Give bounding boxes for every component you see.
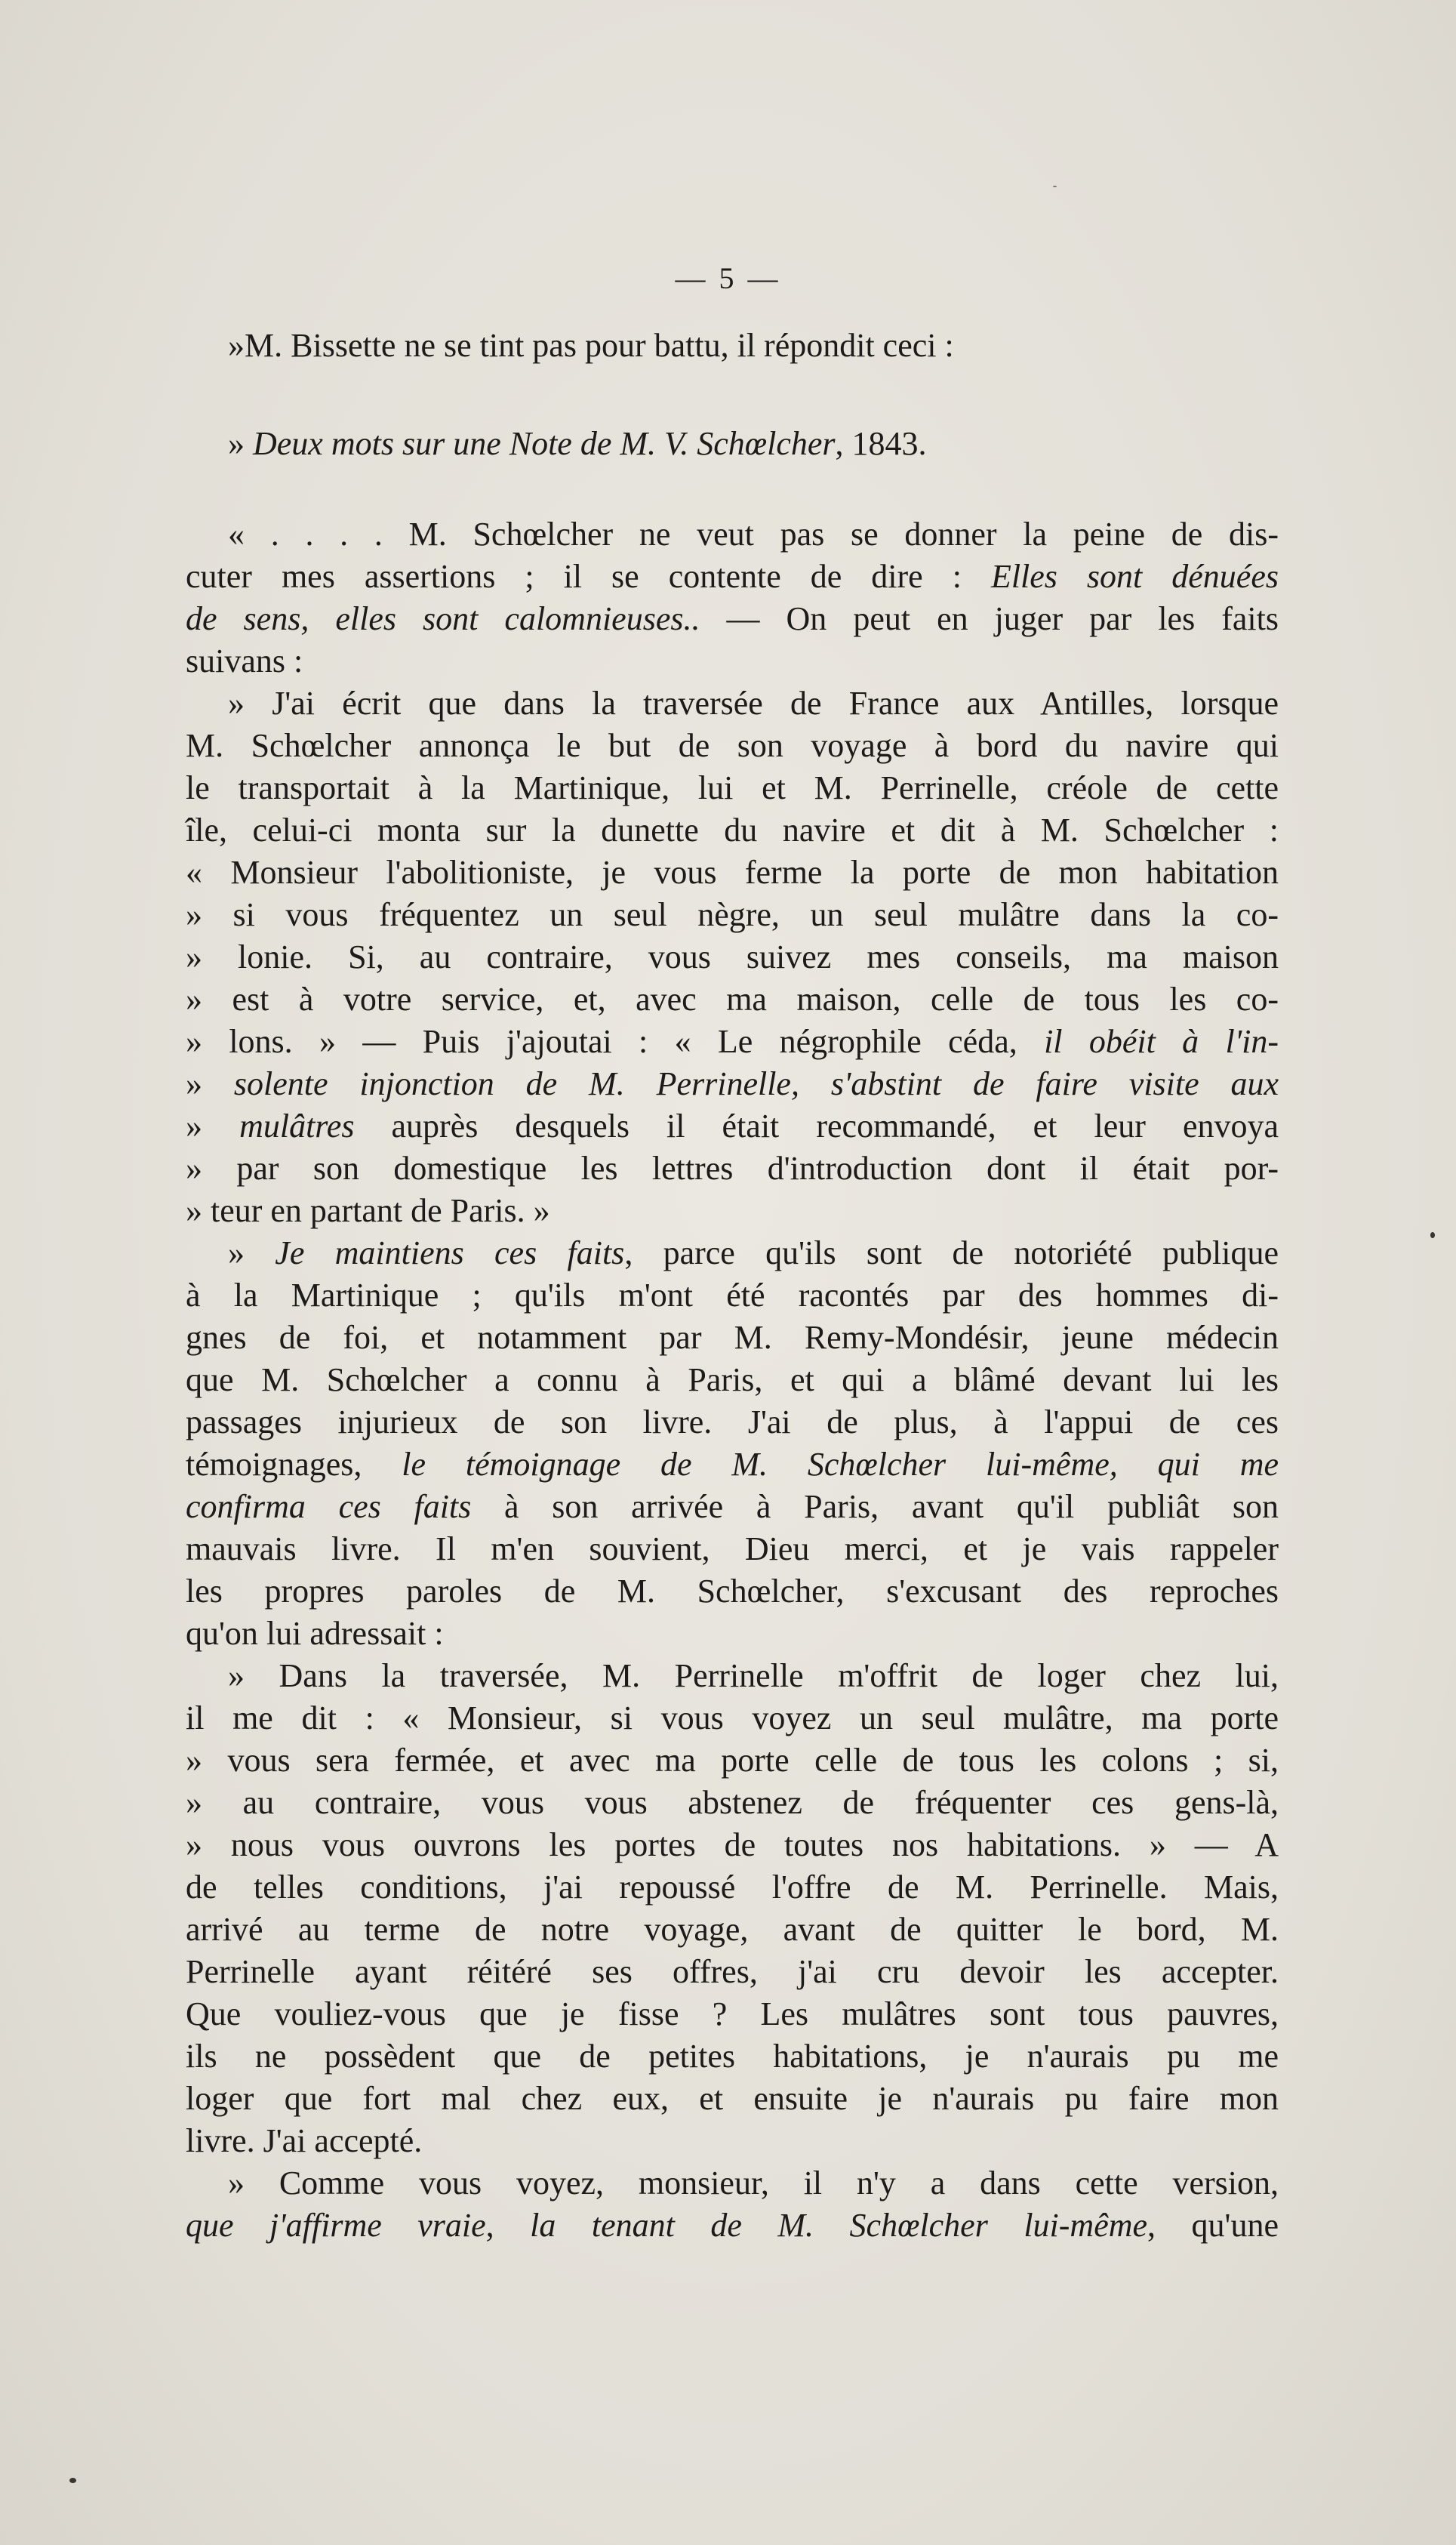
text-run: île, celui-ci monta sur la dunette du navire et dit à M. Schœlcher : bbox=[186, 812, 1279, 849]
italic-run: solente injonction de M. Perrinelle, s'abstint de faire visite aux bbox=[233, 1065, 1279, 1102]
text-line bbox=[186, 2120, 1279, 2162]
text-run: » Dans la traversée, M. Perrinelle m'offrit de loger chez lui, bbox=[228, 1657, 1279, 1694]
text-line bbox=[186, 809, 1279, 852]
text-line bbox=[228, 513, 1279, 556]
text-run: Perrinelle ayant réitéré ses offres, j'ai cru devoir les accepter. bbox=[186, 1953, 1279, 1990]
text-run: témoignages, bbox=[186, 1446, 402, 1483]
text-line bbox=[186, 1570, 1279, 1613]
page-number: — 5 — bbox=[675, 261, 781, 295]
text-run: M. Schœlcher annonça le but de son voyage à bord du navire qui bbox=[186, 727, 1279, 764]
text-run: que M. Schœlcher a connu à Paris, et qui a blâmé devant lui les bbox=[186, 1361, 1279, 1398]
ink-speck bbox=[1430, 1232, 1435, 1238]
italic-run: le témoignage de M. Schœlcher lui-même, qui me bbox=[402, 1446, 1279, 1483]
text-line bbox=[186, 556, 1279, 598]
text-line bbox=[228, 325, 1279, 367]
text-run: » au contraire, vous vous abstenez de fréquenter ces gens-là, bbox=[186, 1784, 1279, 1821]
text-run: » bbox=[228, 1234, 276, 1271]
italic-run: mulâtres bbox=[239, 1108, 355, 1145]
text-run: , qu'une bbox=[1147, 2207, 1279, 2244]
text-run: cuter mes assertions ; il se contente de dire : bbox=[186, 558, 991, 595]
text-line bbox=[186, 1401, 1279, 1444]
text-run: » vous sera fermée, et avec ma porte celle de tous les colons ; si, bbox=[186, 1742, 1279, 1779]
text-run: » nous vous ouvrons les portes de toutes nos habitations. » — A bbox=[186, 1826, 1279, 1863]
text-run: arrivé au terme de notre voyage, avant de quitter le bord, M. bbox=[186, 1911, 1279, 1948]
text-run: » est à votre service, et, avec ma maison, celle de tous les co- bbox=[186, 981, 1279, 1018]
text-run: auprès desquels il était recommandé, et leur envoya bbox=[354, 1108, 1279, 1145]
ink-speck bbox=[69, 2478, 76, 2483]
text-line bbox=[186, 640, 1279, 682]
text-line bbox=[228, 1232, 1279, 1274]
text-run: »M. Bissette ne se tint pas pour battu, il répondit ceci : bbox=[228, 327, 954, 364]
text-run: , bbox=[485, 2207, 531, 2244]
text-line bbox=[186, 852, 1279, 894]
text-run: le transportait à la Martinique, lui et M. Perrinelle, créole de cette bbox=[186, 769, 1279, 806]
text-line bbox=[228, 423, 1279, 465]
text-run: » par son domestique les lettres d'introduction dont il était por- bbox=[186, 1150, 1279, 1187]
text-line bbox=[186, 1528, 1279, 1570]
text-run: » bbox=[186, 1065, 234, 1102]
text-run: » bbox=[186, 1108, 240, 1145]
text-run: « Monsieur l'abolitioniste, je vous ferme la porte de mon habitation bbox=[186, 854, 1279, 891]
ink-speck bbox=[1053, 186, 1057, 187]
italic-run: que j'affirme vraie bbox=[186, 2207, 486, 2244]
text-line bbox=[186, 1148, 1279, 1190]
italic-run: il obéit à l'in- bbox=[1044, 1023, 1279, 1060]
text-line bbox=[186, 1739, 1279, 1782]
text-line bbox=[186, 1993, 1279, 2035]
text-run: livre. J'ai accepté. bbox=[186, 2122, 423, 2159]
text-line bbox=[186, 1824, 1279, 1866]
text-run: suivans : bbox=[186, 642, 303, 679]
text-run: qu'on lui adressait : bbox=[186, 1615, 444, 1652]
text-run: à son arrivée à Paris, avant qu'il publiât son bbox=[471, 1488, 1279, 1525]
text-line bbox=[186, 1866, 1279, 1909]
text-run: , parce qu'ils sont de notoriété publique bbox=[624, 1234, 1279, 1271]
text-line bbox=[186, 1317, 1279, 1359]
text-run: passages injurieux de son livre. J'ai de plus, à l'appui de ces bbox=[186, 1403, 1279, 1440]
italic-run: la tenant de M. Schœlcher lui-même bbox=[530, 2207, 1148, 2244]
text-run: » Comme vous voyez, monsieur, il n'y a dans cette version, bbox=[228, 2164, 1279, 2201]
text-run: — On peut en juger par les faits bbox=[700, 600, 1279, 637]
text-run: les propres paroles de M. Schœlcher, s'excusant des reproches bbox=[186, 1573, 1279, 1610]
italic-run: Elles sont dénuées bbox=[990, 558, 1279, 595]
text-line bbox=[186, 2078, 1279, 2120]
text-line bbox=[186, 2205, 1279, 2247]
text-run: gnes de foi, et notamment par M. Remy-Mondésir, jeune médecin bbox=[186, 1319, 1279, 1356]
text-run: mauvais livre. Il m'en souvient, Dieu merci, et je vais rappeler bbox=[186, 1530, 1279, 1567]
text-line bbox=[186, 1486, 1279, 1528]
text-line bbox=[228, 2162, 1279, 2205]
text-line bbox=[186, 1274, 1279, 1317]
text-line bbox=[186, 1909, 1279, 1951]
text-line bbox=[186, 1021, 1279, 1063]
text-run: il me dit : « Monsieur, si vous voyez un seul mulâtre, ma porte bbox=[186, 1699, 1279, 1736]
text-line bbox=[186, 978, 1279, 1021]
text-line bbox=[186, 725, 1279, 767]
text-run: Que vouliez-vous que je fisse ? Les mulâtres sont tous pauvres, bbox=[186, 1995, 1279, 2032]
text-line bbox=[186, 1697, 1279, 1739]
text-line bbox=[186, 1951, 1279, 1993]
text-line bbox=[186, 894, 1279, 936]
text-line bbox=[186, 1444, 1279, 1486]
text-run: » si vous fréquentez un seul nègre, un seul mulâtre dans la co- bbox=[186, 896, 1279, 933]
text-run: » teur en partant de Paris. » bbox=[186, 1192, 550, 1229]
text-run: de telles conditions, j'ai repoussé l'offre de M. Perrinelle. Mais, bbox=[186, 1869, 1279, 1906]
text-run: » bbox=[228, 425, 253, 462]
text-line bbox=[186, 1190, 1279, 1232]
italic-run: Deux mots sur une Note de M. V. Schœlcher bbox=[253, 425, 836, 462]
text-line bbox=[228, 1655, 1279, 1697]
text-line bbox=[186, 2035, 1279, 2078]
text-line bbox=[186, 1782, 1279, 1824]
italic-run: confirma ces faits bbox=[186, 1488, 472, 1525]
text-run: » lonie. Si, au contraire, vous suivez mes conseils, ma maison bbox=[186, 938, 1279, 975]
text-line bbox=[228, 682, 1279, 725]
italic-run: Je maintiens ces faits bbox=[275, 1234, 625, 1271]
text-run: , 1843. bbox=[835, 425, 927, 462]
text-run: ils ne possèdent que de petites habitations, je n'aurais pu me bbox=[186, 2038, 1279, 2075]
text-line bbox=[186, 767, 1279, 809]
text-line bbox=[186, 1063, 1279, 1105]
text-run: « . . . . M. Schœlcher ne veut pas se donner la peine de dis- bbox=[228, 516, 1279, 553]
text-line bbox=[186, 1613, 1279, 1655]
text-run: » lons. » — Puis j'ajoutai : « Le négrophile céda, bbox=[186, 1023, 1045, 1060]
text-line bbox=[186, 1359, 1279, 1401]
text-line bbox=[186, 598, 1279, 640]
text-line bbox=[186, 1105, 1279, 1148]
italic-run: de sens, elles sont calomnieuses.. bbox=[186, 600, 700, 637]
text-run: à la Martinique ; qu'ils m'ont été racontés par des hommes di- bbox=[186, 1277, 1279, 1314]
text-run: loger que fort mal chez eux, et ensuite je n'aurais pu faire mon bbox=[186, 2080, 1279, 2117]
text-line bbox=[186, 936, 1279, 978]
text-run: » J'ai écrit que dans la traversée de France aux Antilles, lorsque bbox=[228, 685, 1279, 722]
